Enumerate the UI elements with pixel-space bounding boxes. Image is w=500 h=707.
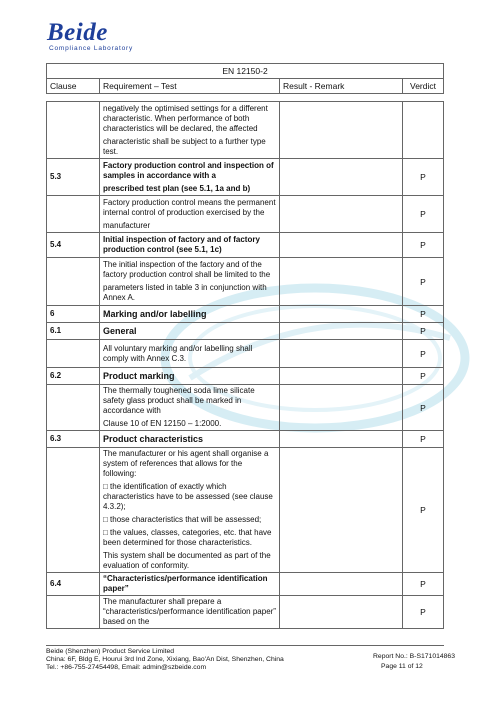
table-row <box>47 573 444 596</box>
requirement-text: Factory production control means the permanent internal control of production exercised by the <box>103 197 276 217</box>
verdict-cell: P <box>403 448 444 573</box>
clause-cell: 6.2 <box>47 368 100 385</box>
verdict-cell: P <box>403 573 444 596</box>
footer-address: China: 6F, Bldg E, Hourui 3rd Ind Zone, Xixiang, Bao'An Dist, Shenzhen, China <box>46 656 284 663</box>
requirement-text: □ the values, classes, categories, etc. that have been determined for those characteristics. <box>103 528 272 547</box>
requirement-cell <box>100 573 280 596</box>
result-cell <box>280 323 403 340</box>
verdict-cell: P <box>403 306 444 323</box>
clause-cell <box>47 340 100 368</box>
table-row <box>47 196 444 233</box>
standard-title: EN 12150-2 <box>47 64 444 79</box>
requirement-cell <box>100 431 280 448</box>
requirements-body <box>47 102 444 629</box>
requirement-text: The manufacturer or his agent shall organise a system of references that allows for the following: <box>103 449 269 478</box>
requirement-text: prescribed test plan (see 5.1, 1a and b) <box>103 183 251 193</box>
footer-report-no: Report No.: B-S171014863 <box>373 653 455 660</box>
result-cell <box>280 233 403 258</box>
verdict-cell: P <box>403 196 444 233</box>
table-row <box>47 258 444 306</box>
result-cell <box>280 340 403 368</box>
col-result: Result - Remark <box>280 79 403 94</box>
result-cell <box>280 596 403 629</box>
requirement-cell <box>100 385 280 431</box>
result-cell <box>280 258 403 306</box>
clause-cell <box>47 596 100 629</box>
col-clause: Clause <box>47 79 100 94</box>
requirement-cell <box>100 323 280 340</box>
beide-logo <box>47 20 167 54</box>
footer-company: Beide (Shenzhen) Product Service Limited <box>46 648 175 655</box>
requirement-title: Initial inspection of factory and of factory production control (see 5.1, 1c) <box>103 235 260 254</box>
requirement-title: Marking and/or labelling <box>103 309 207 319</box>
requirement-text: Clause 10 of EN 12150 – 1:2000. <box>103 419 222 428</box>
brand-subtitle: Compliance Laboratory <box>49 45 134 52</box>
table-row <box>47 385 444 431</box>
clause-cell: 6.1 <box>47 323 100 340</box>
result-cell <box>280 385 403 431</box>
clause-cell <box>47 385 100 431</box>
requirement-text: All voluntary marking and/or labelling shall comply with Annex C.3. <box>103 343 253 363</box>
table-row <box>47 159 444 196</box>
requirement-text: characteristic shall be subject to a further type test. <box>103 136 266 156</box>
requirement-cell <box>100 306 280 323</box>
requirement-text: □ those characteristics that will be assessed; <box>103 515 262 524</box>
result-cell <box>280 431 403 448</box>
requirements-table <box>46 101 444 629</box>
verdict-cell <box>403 102 444 159</box>
requirement-text: manufacturer <box>103 220 151 230</box>
clause-cell: 6.4 <box>47 573 100 596</box>
table-row <box>47 323 444 340</box>
clause-cell: 6.3 <box>47 431 100 448</box>
table-row <box>47 233 444 258</box>
requirement-text: This system shall be documented as part of the evaluation of conformity. <box>103 551 271 570</box>
table-row <box>47 102 444 159</box>
result-cell <box>280 102 403 159</box>
requirement-cell <box>100 196 280 233</box>
requirement-cell <box>100 159 280 196</box>
footer-report-block <box>373 652 455 672</box>
verdict-cell: P <box>403 385 444 431</box>
requirement-cell <box>100 258 280 306</box>
table-row <box>47 368 444 385</box>
requirement-text: The manufacturer shall prepare a “characteristics/performance identification paper” based on the <box>103 597 276 626</box>
requirement-cell <box>100 368 280 385</box>
table-row <box>47 306 444 323</box>
footer-divider <box>46 645 444 646</box>
verdict-cell: P <box>403 159 444 196</box>
result-cell <box>280 368 403 385</box>
requirement-text: The thermally toughened soda lime silicate safety glass product shall be marked in accordance with <box>103 386 255 415</box>
requirement-title: Product marking <box>103 371 175 381</box>
col-requirement: Requirement – Test <box>100 79 280 94</box>
table-row <box>47 340 444 368</box>
clause-cell <box>47 448 100 573</box>
table-row <box>47 431 444 448</box>
requirement-cell <box>100 102 280 159</box>
clause-cell <box>47 196 100 233</box>
requirement-text: □ the identification of exactly which characteristics have to be assessed (see clause 4.3.2); <box>103 482 273 511</box>
requirement-cell <box>100 596 280 629</box>
footer-contact: Tel.: +86-755-27454498, Email: admin@szbeide.com <box>46 664 207 671</box>
requirement-cell <box>100 448 280 573</box>
table-row <box>47 448 444 573</box>
result-cell <box>280 573 403 596</box>
standard-header <box>46 63 444 94</box>
result-cell <box>280 306 403 323</box>
requirement-title: Factory production control and inspection of samples in accordance with a <box>103 160 274 180</box>
footer-page: Page 11 of 12 <box>381 663 423 670</box>
requirement-title: General <box>103 326 137 336</box>
verdict-cell: P <box>403 258 444 306</box>
requirement-text: parameters listed in table 3 in conjunction with Annex A. <box>103 283 267 302</box>
table-row <box>47 596 444 629</box>
verdict-cell: P <box>403 233 444 258</box>
requirement-title: “Characteristics/performance identification paper” <box>103 574 268 593</box>
verdict-cell: P <box>403 323 444 340</box>
result-cell <box>280 159 403 196</box>
clause-cell: 5.3 <box>47 159 100 196</box>
clause-cell <box>47 258 100 306</box>
clause-cell: 5.4 <box>47 233 100 258</box>
requirement-title: Product characteristics <box>103 434 204 444</box>
clause-cell <box>47 102 100 159</box>
requirement-text: negatively the optimised settings for a different characteristic. When performance of both characteristics will be declared, the affected <box>103 103 268 133</box>
verdict-cell: P <box>403 431 444 448</box>
verdict-cell: P <box>403 596 444 629</box>
requirement-text: The initial inspection of the factory and of the factory production control shall be limited to the <box>103 260 271 279</box>
verdict-cell: P <box>403 368 444 385</box>
clause-cell: 6 <box>47 306 100 323</box>
requirement-cell <box>100 233 280 258</box>
brand-name: Beide <box>47 19 108 46</box>
verdict-cell: P <box>403 340 444 368</box>
col-verdict: Verdict <box>403 79 444 94</box>
result-cell <box>280 196 403 233</box>
result-cell <box>280 448 403 573</box>
requirement-cell <box>100 340 280 368</box>
footer-company-block <box>46 648 284 672</box>
